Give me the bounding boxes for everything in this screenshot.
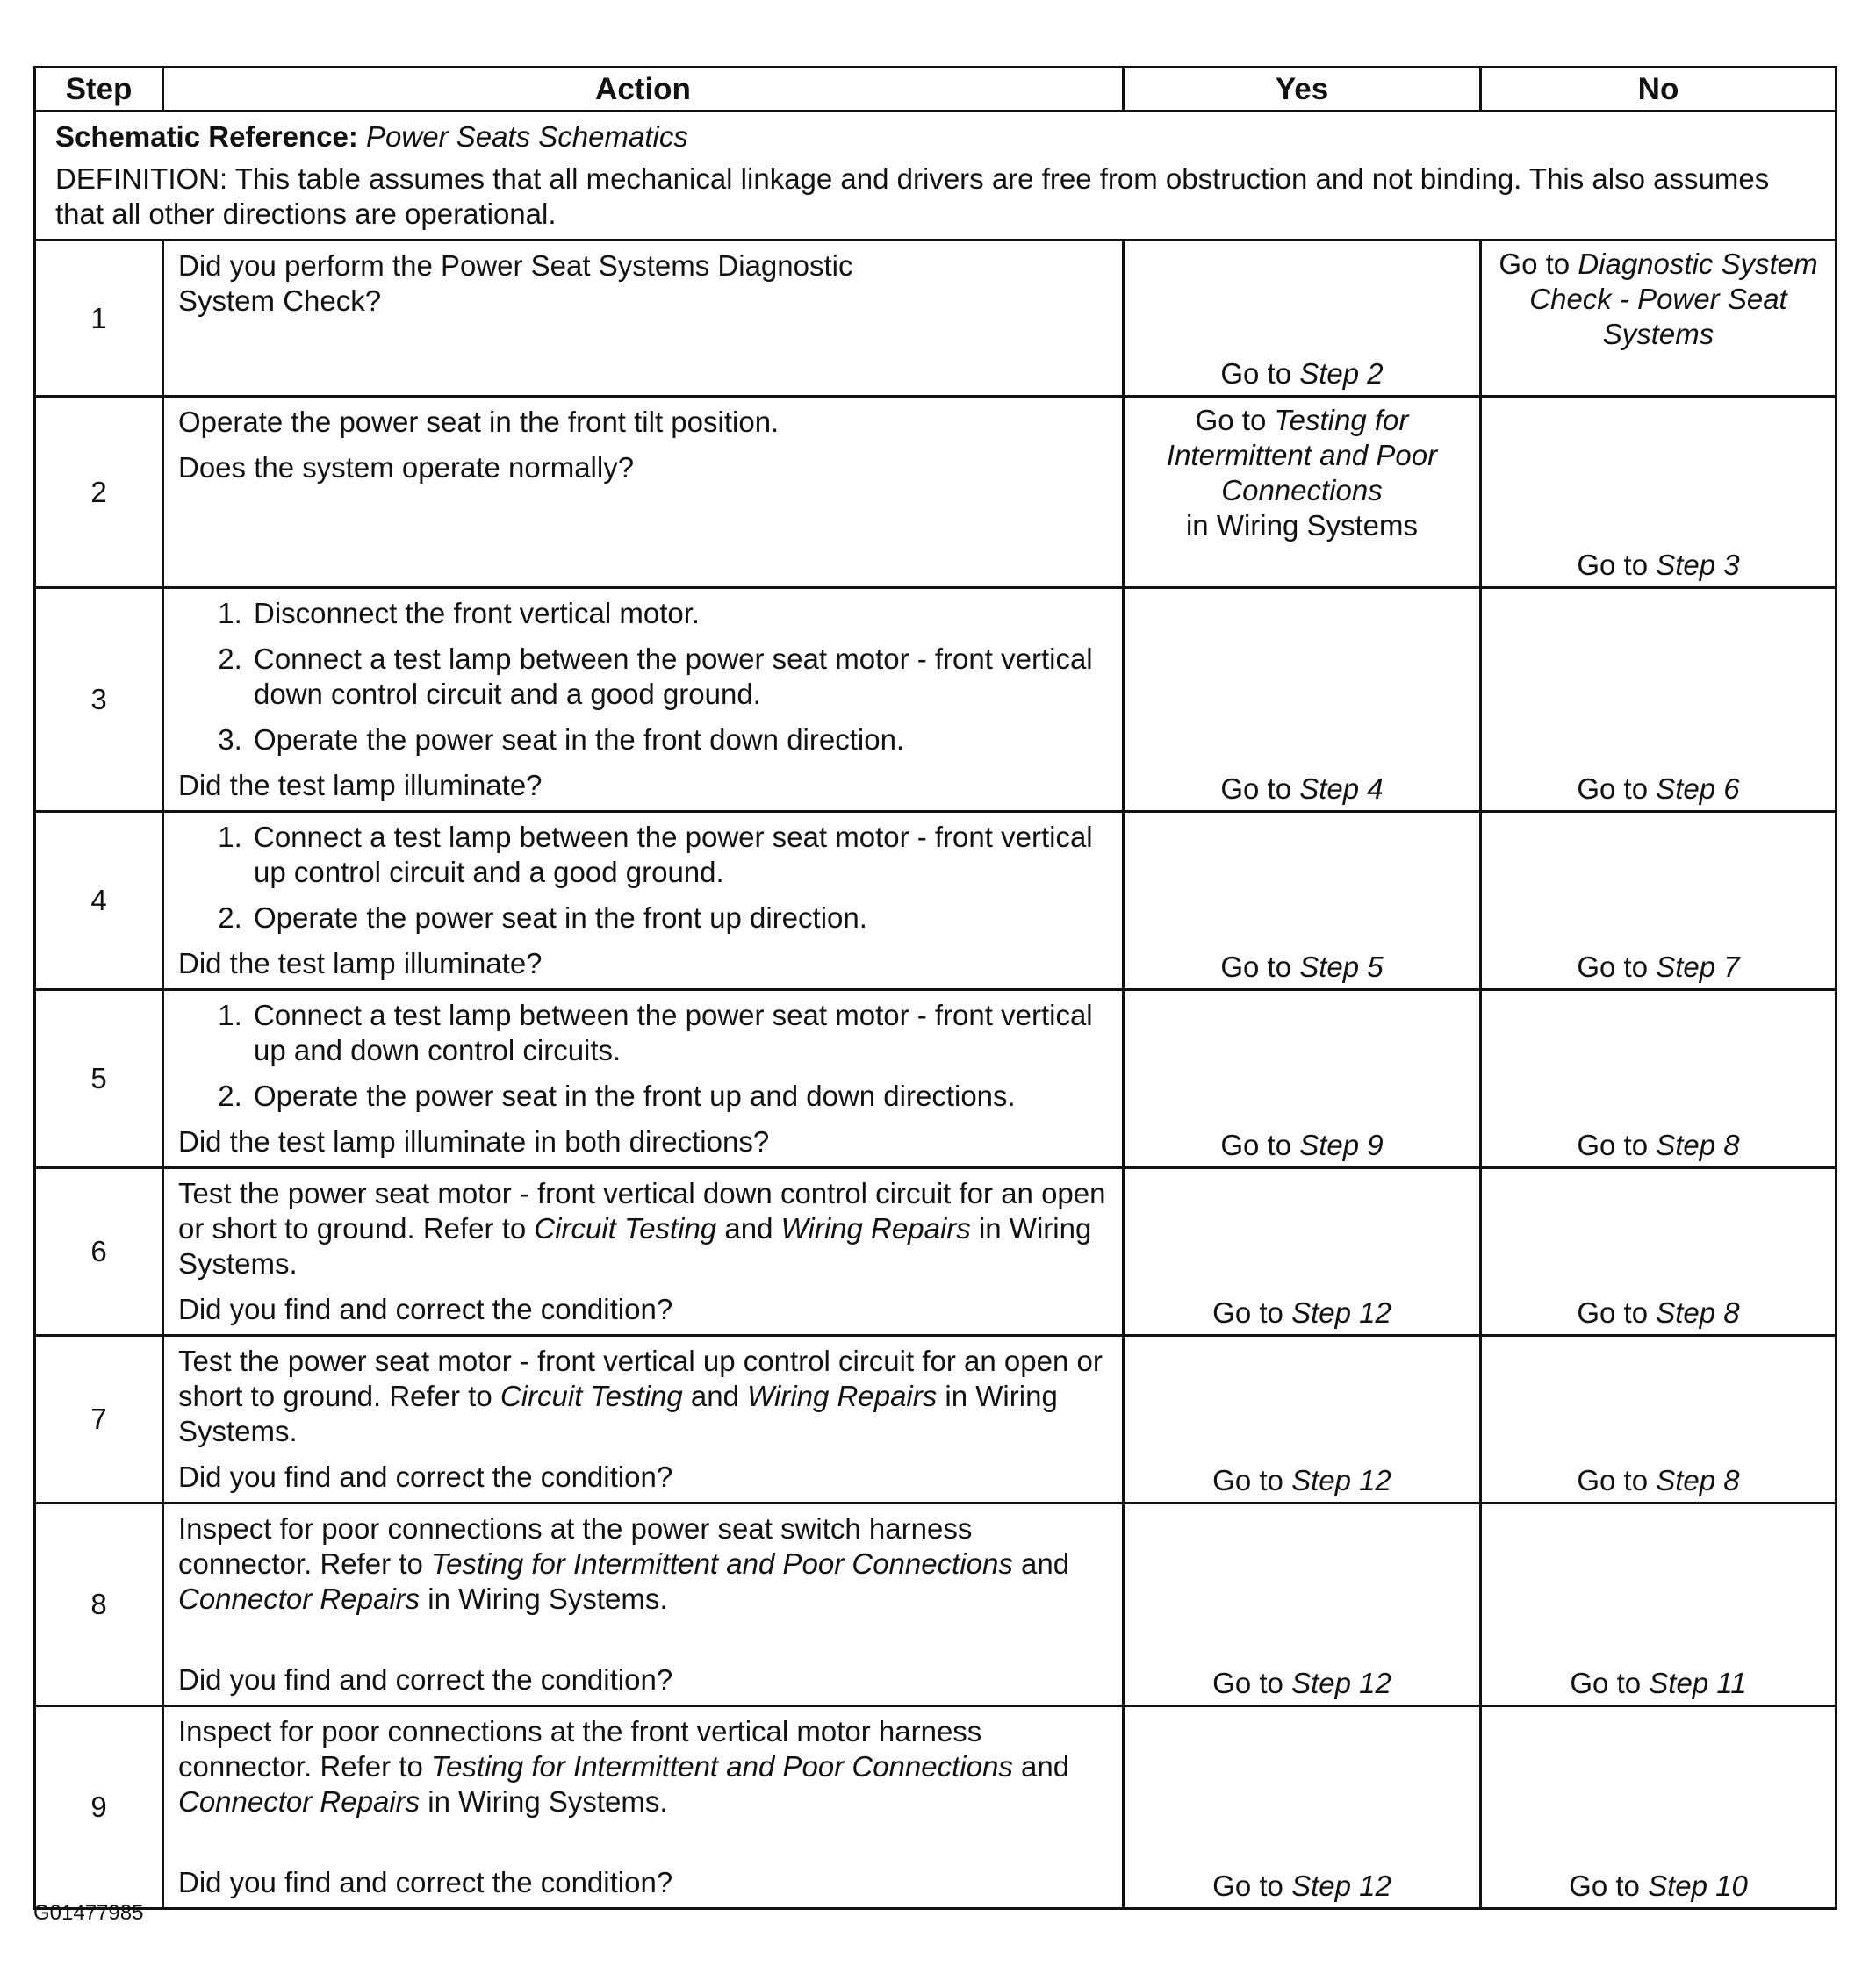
action-cell <box>163 1336 1124 1504</box>
no-link[interactable]: Step 7 <box>1656 951 1740 983</box>
step-number: 7 <box>35 1336 163 1504</box>
action-text: Inspect for poor connections at the power seat switch harness connector. Refer to Testing for Intermittent and Poor Connections and Connector Repairs in Wiring Systems. <box>178 1512 1070 1615</box>
figure-id: G01477985 <box>33 1901 144 1925</box>
action-question: Did the test lamp illuminate? <box>178 769 543 801</box>
table-row <box>35 1168 1837 1336</box>
action-text: Operate the power seat in the front tilt position. <box>178 405 780 438</box>
no-prefix: Go to <box>1577 549 1657 581</box>
yes-link[interactable]: Step 9 <box>1299 1129 1384 1161</box>
action-text: Test the power seat motor - front vertical up control circuit for an open or short to ground. Refer to Circuit Testing and Wiring Repairs in Wiring Systems. <box>178 1345 1103 1447</box>
yes-prefix: Go to <box>1212 1464 1292 1496</box>
action-question: Did the test lamp illuminate? <box>178 947 543 980</box>
procedure-list <box>178 998 1110 1114</box>
no-cell <box>1481 1504 1837 1706</box>
table-row <box>35 1504 1837 1706</box>
step-number: 5 <box>35 990 163 1168</box>
procedure-list <box>178 820 1110 936</box>
table-row <box>35 812 1837 990</box>
testing-intermittent-link[interactable]: Testing for Intermittent and Poor Connections <box>431 1750 1013 1783</box>
action-question: Did the test lamp illuminate in both directions? <box>178 1125 770 1158</box>
no-cell <box>1481 1168 1837 1336</box>
no-prefix: Go to <box>1577 1296 1657 1329</box>
yes-link[interactable]: Step 2 <box>1299 357 1384 390</box>
no-cell <box>1481 812 1837 990</box>
no-prefix: Go to <box>1569 1870 1649 1902</box>
step-number: 3 <box>35 588 163 812</box>
no-prefix: Go to <box>1570 1667 1650 1699</box>
action-question: Did you find and correct the condition? <box>178 1866 673 1898</box>
header-action: Action <box>163 68 1124 111</box>
yes-cell <box>1124 240 1481 397</box>
no-prefix: Go to <box>1577 951 1657 983</box>
schematic-reference <box>55 119 1815 154</box>
step-number: 9 <box>35 1706 163 1909</box>
action-text: Did you perform the Power Seat Systems Diagnostic System Check? <box>178 249 853 317</box>
no-link[interactable]: Step 8 <box>1656 1129 1740 1161</box>
list-item: 1. Connect a test lamp between the power seat motor - front vertical up and down control circuits. <box>250 998 1110 1068</box>
yes-prefix: Go to <box>1220 772 1300 805</box>
action-cell <box>163 240 1124 397</box>
action-question: Did you find and correct the condition? <box>178 1663 673 1696</box>
table-row <box>35 588 1837 812</box>
step-number: 8 <box>35 1504 163 1706</box>
reference-cell <box>35 111 1837 240</box>
connector-repairs-link[interactable]: Connector Repairs <box>178 1583 421 1615</box>
yes-cell <box>1124 990 1481 1168</box>
action-cell <box>163 397 1124 588</box>
header-yes: Yes <box>1124 68 1481 111</box>
table-row <box>35 990 1837 1168</box>
diagnostic-table <box>33 66 1837 1910</box>
connector-repairs-link[interactable]: Connector Repairs <box>178 1785 421 1818</box>
header-row <box>35 68 1837 111</box>
list-item: 2. Operate the power seat in the front up direction. <box>250 901 1110 936</box>
yes-prefix: Go to <box>1212 1870 1292 1902</box>
no-link[interactable]: Step 8 <box>1656 1296 1740 1329</box>
yes-cell <box>1124 1504 1481 1706</box>
yes-link[interactable]: Step 4 <box>1299 772 1384 805</box>
list-item: 2. Connect a test lamp between the power seat motor - front vertical down control circuit and a good ground. <box>250 642 1110 712</box>
no-link[interactable]: Diagnostic System Check - Power Seat Systems <box>1529 248 1818 350</box>
action-question: Did you find and correct the condition? <box>178 1460 673 1493</box>
header-no: No <box>1481 68 1837 111</box>
yes-suffix: in Wiring Systems <box>1185 509 1419 542</box>
no-link[interactable]: Step 3 <box>1656 549 1740 581</box>
action-cell <box>163 1706 1124 1909</box>
action-cell <box>163 812 1124 990</box>
table-row <box>35 240 1837 397</box>
action-cell <box>163 1504 1124 1706</box>
no-prefix: Go to <box>1577 772 1657 805</box>
no-cell <box>1481 588 1837 812</box>
action-question: Does the system operate normally? <box>178 451 635 484</box>
no-cell <box>1481 1336 1837 1504</box>
action-cell <box>163 990 1124 1168</box>
step-number: 1 <box>35 240 163 397</box>
no-link[interactable]: Step 8 <box>1656 1464 1740 1496</box>
no-prefix: Go to <box>1499 248 1578 280</box>
yes-link[interactable]: Step 5 <box>1299 951 1384 983</box>
yes-prefix: Go to <box>1220 1129 1300 1161</box>
action-cell <box>163 1168 1124 1336</box>
yes-prefix: Go to <box>1212 1667 1292 1699</box>
no-cell <box>1481 990 1837 1168</box>
yes-cell <box>1124 588 1481 812</box>
table-row <box>35 1706 1837 1909</box>
no-link[interactable]: Step 11 <box>1649 1667 1747 1699</box>
step-number: 6 <box>35 1168 163 1336</box>
no-cell <box>1481 1706 1837 1909</box>
no-prefix: Go to <box>1577 1464 1657 1496</box>
wiring-repairs-link[interactable]: Wiring Repairs <box>780 1212 971 1245</box>
step-number: 2 <box>35 397 163 588</box>
circuit-testing-link[interactable]: Circuit Testing <box>534 1212 717 1245</box>
yes-link[interactable]: Testing for Intermittent and Poor Connections <box>1166 404 1438 506</box>
yes-cell <box>1124 1706 1481 1909</box>
reference-row <box>35 111 1837 240</box>
no-link[interactable]: Step 6 <box>1656 772 1740 805</box>
circuit-testing-link[interactable]: Circuit Testing <box>500 1380 683 1412</box>
step-number: 4 <box>35 812 163 990</box>
yes-link[interactable]: Step 12 <box>1291 1464 1391 1496</box>
action-text: Test the power seat motor - front vertical down control circuit for an open or short to ground. Refer to Circuit Testing and Wiring Repairs in Wiring Systems. <box>178 1177 1106 1280</box>
list-item: 2. Operate the power seat in the front up and down directions. <box>250 1079 1110 1114</box>
list-item: 1. Connect a test lamp between the power seat motor - front vertical up control circuit and a good ground. <box>250 820 1110 890</box>
yes-cell <box>1124 397 1481 588</box>
no-cell <box>1481 397 1837 588</box>
yes-cell <box>1124 1168 1481 1336</box>
definition-text: DEFINITION: This table assumes that all mechanical linkage and drivers are free from obstruction and not binding. This also assumes that all other directions are operational. <box>55 162 1770 230</box>
procedure-list <box>178 596 1110 757</box>
yes-prefix: Go to <box>1195 404 1275 436</box>
list-item: 3. Operate the power seat in the front down direction. <box>250 722 1110 757</box>
action-cell <box>163 588 1124 812</box>
yes-cell <box>1124 1336 1481 1504</box>
yes-cell <box>1124 812 1481 990</box>
schematic-reference-link[interactable]: Power Seats Schematics <box>366 120 688 153</box>
list-item: 1. Disconnect the front vertical motor. <box>250 596 1110 631</box>
yes-link[interactable]: Step 12 <box>1291 1870 1391 1902</box>
no-cell <box>1481 240 1837 397</box>
action-text: Inspect for poor connections at the front vertical motor harness connector. Refer to Testing for Intermittent and Poor Connections and Connector Repairs in Wiring Systems. <box>178 1715 1070 1818</box>
wiring-repairs-link[interactable]: Wiring Repairs <box>747 1380 938 1412</box>
no-prefix: Go to <box>1577 1129 1657 1161</box>
testing-intermittent-link[interactable]: Testing for Intermittent and Poor Connections <box>431 1547 1013 1580</box>
yes-prefix: Go to <box>1220 951 1300 983</box>
schematic-reference-label: Schematic Reference: <box>55 120 358 153</box>
table-row <box>35 1336 1837 1504</box>
action-question: Did you find and correct the condition? <box>178 1293 673 1325</box>
no-link[interactable]: Step 10 <box>1648 1870 1748 1902</box>
yes-prefix: Go to <box>1212 1296 1292 1329</box>
yes-prefix: Go to <box>1220 357 1300 390</box>
header-step: Step <box>35 68 163 111</box>
yes-link[interactable]: Step 12 <box>1291 1296 1391 1329</box>
yes-link[interactable]: Step 12 <box>1291 1667 1391 1699</box>
table-row <box>35 397 1837 588</box>
